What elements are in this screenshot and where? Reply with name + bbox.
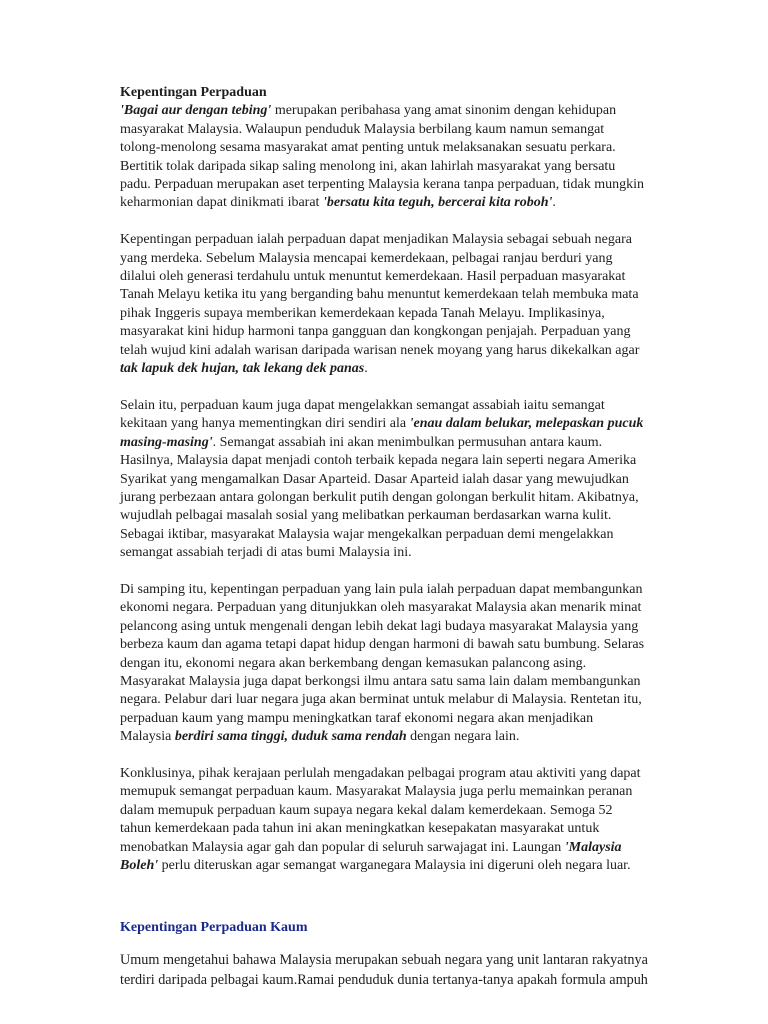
p2-line-3: dilalui oleh generasi terdahulu untuk menuntut kemerdekaan. Hasil perpaduan masyarakat (120, 269, 626, 285)
p4-line-3: pelancong asing untuk mengenali dengan lebih dekat lagi budaya masyarakat Malaysia yang (120, 618, 639, 634)
p1-line-6-end: . (552, 195, 556, 211)
p4-line-1: Di samping itu, kepentingan perpaduan yang lain pula ialah perpaduan dapat membangunkan (120, 581, 643, 597)
paragraph-5 (120, 765, 658, 875)
p5-line-3: dalam memupuk perpaduan kaum supaya negara kekal dalam kemerdekaan. Semoga 52 (120, 802, 613, 818)
p3-line-3-text: . Semangat assabiah ini akan menimbulkan permusuhan antara kaum. (212, 434, 603, 450)
p2-line-7: telah wujud kini adalah warisan daripada warisan nenek moyang yang harus dikekalkan agar (120, 342, 640, 358)
p1-line-1-text: merupakan peribahasa yang amat sinonim dengan kehidupan (271, 103, 617, 119)
p3-line-6: jurang perbezaan antara golongan berkulit putih dengan golongan berkulit hitam. Akibatnya, (120, 489, 639, 505)
p3-line-7: wujudlah pelbagai masalah sosial yang melibatkan perkauman berdasarkan warna kulit. (120, 508, 612, 524)
p4-line-6: Masyarakat Malaysia juga dapat berkongsi ilmu antara satu sama lain dalam membangunkan (120, 673, 641, 689)
page-title: Kepentingan Perpaduan (120, 85, 267, 100)
p2-line-5: pihak Inggeris supaya memberikan kemerdekaan kepada Tanah Melayu. Implikasinya, (120, 305, 605, 321)
p3-line-8: Sebagai iktibar, masyarakat Malaysia wajar mengekalkan perpaduan demi mengelakkan (120, 526, 614, 542)
p5-line-5-text: menobatkan Malaysia agar gah dan popular di seluruh sarwajagat ini. Laungan (120, 839, 565, 855)
spacer (120, 213, 658, 231)
p4-line-8: perpaduan kaum yang mampu meningkatkan taraf ekonomi negara akan menjadikan (120, 710, 594, 726)
p3-line-3 (120, 434, 658, 452)
p2-line-2: yang merdeka. Sebelum Malaysia mencapai kemerdekaan, pelbagai ranjau berduri yang (120, 250, 613, 266)
slogan-boleh: Boleh' (120, 858, 159, 873)
p1-line-4: Bertitik tolak daripada sikap saling menolong ini, akan lahirlah masyarakat yang bersatu (120, 158, 616, 174)
p2-line-8-end: . (364, 361, 368, 377)
p4-line-2: ekonomi negara. Perpaduan yang ditunjukkan oleh masyarakat Malaysia akan menarik minat (120, 600, 642, 616)
spacer (120, 563, 658, 581)
p1-line-5: padu. Perpaduan merupakan aset terpenting Malaysia kerana tanpa perpaduan, tidak mungkin (120, 177, 645, 193)
p4-line-5: dengan itu, ekonomi negara akan berkembang dengan kemasukan palancong asing. (120, 655, 587, 671)
p3-line-2-text: kekitaan yang hanya mementingkan diri sendiri ala (120, 416, 410, 432)
p4-line-9 (120, 728, 658, 746)
p4-line-4: berbeza kaum dan agama tetapi dapat hidup dengan harmoni di bawah satu bumbung. Selaras (120, 637, 645, 653)
spacer (120, 747, 658, 765)
p3-line-4: Hasilnya, Malaysia dapat menjadi contoh terbaik kepada negara lain seperti negara Amerika (120, 453, 637, 469)
p2-line-4: Tanah Melayu ketika itu yang berganding bahu menuntut kemerdekaan telah membuka mata (120, 287, 639, 303)
p3-line-1: Selain itu, perpaduan kaum juga dapat mengelakkan semangat assabiah iaitu semangat (120, 397, 605, 413)
spacer (120, 378, 658, 396)
p5-line-2: memupuk semangat perpaduan kaum. Masyarakat Malaysia juga perlu memainkan peranan (120, 784, 633, 800)
slogan-malaysia: 'Malaysia (564, 839, 622, 855)
p1-line-2: masyarakat Malaysia. Walaupun penduduk Malaysia berbilang kaum namun semangat (120, 121, 605, 137)
p5-line-6 (120, 857, 658, 875)
p4-line-9-text: Malaysia (120, 729, 175, 745)
p2-line-1: Kepentingan perpaduan ialah perpaduan dapat menjadikan Malaysia sebagai sebuah negara (120, 232, 632, 248)
paragraph-4 (120, 581, 658, 747)
p1-line-6-text: keharmonian dapat dinikmati ibarat (120, 195, 323, 211)
p5-line-6-text: perlu diteruskan agar semangat warganegara Malaysia ini digeruni oleh negara luar. (158, 858, 631, 873)
proverb-bersatu: 'bersatu kita teguh, bercerai kita roboh' (322, 195, 553, 211)
p1-line-3: tolong-menolong sesama masyarakat amat penting untuk melaksanakan sesuatu perkara. (120, 140, 616, 156)
p3-line-2 (120, 415, 658, 433)
p5-line-1: Konklusinya, pihak kerajaan perlulah mengadakan pelbagai program atau aktiviti yang dapat (120, 765, 641, 781)
p4-line-7: negara. Pelabur dari luar negara juga akan berminat untuk melabur di Malaysia. Rentetan itu, (120, 692, 642, 708)
proverb-berdiri: berdiri sama tinggi, duduk sama rendah (174, 729, 407, 745)
p2-line-8 (120, 360, 658, 378)
p3-line-5: Syarikat yang mengamalkan Dasar Aparteid. Dasar Aparteid ialah dasar yang mewujudkan (120, 471, 629, 487)
s2-line-2: terdiri daripada pelbagai kaum.Ramai penduduk dunia tertanya-tanya apakah formula ampuh (120, 972, 648, 989)
paragraph-3 (120, 397, 658, 563)
s2-line-1: Umum mengetahui bahawa Malaysia merupakan sebuah negara yang unit lantaran rakyatnya (120, 951, 648, 968)
p1-line-1 (120, 102, 658, 120)
p5-line-4: tahun kemerdekaan pada tahun ini akan meningkatkan kesepakatan masyarakat untuk (120, 821, 600, 837)
proverb-bagai-aur: 'Bagai aur dengan tebing' (120, 103, 272, 119)
proverb-enau: 'enau dalam belukar, melepaskan pucuk (409, 416, 644, 432)
p4-line-9-end: dengan negara lain. (406, 729, 520, 745)
p3-line-9: semangat assabiah terjadi di atas bumi Malaysia ini. (120, 545, 412, 561)
p2-line-6: masyarakat kini hidup harmoni tanpa gangguan dan kongkongan penjajah. Perpaduan yang (120, 324, 631, 340)
p5-line-5 (120, 839, 658, 857)
paragraph-2 (120, 231, 658, 378)
p1-line-6 (120, 194, 658, 212)
proverb-enau-end: masing-masing' (120, 434, 213, 450)
proverb-tak-lapuk: tak lapuk dek hujan, tak lekang dek panas (120, 361, 365, 377)
section-2-paragraph (120, 950, 658, 991)
paragraph-1 (120, 102, 658, 212)
section-heading: Kepentingan Perpaduan Kaum (120, 920, 308, 936)
